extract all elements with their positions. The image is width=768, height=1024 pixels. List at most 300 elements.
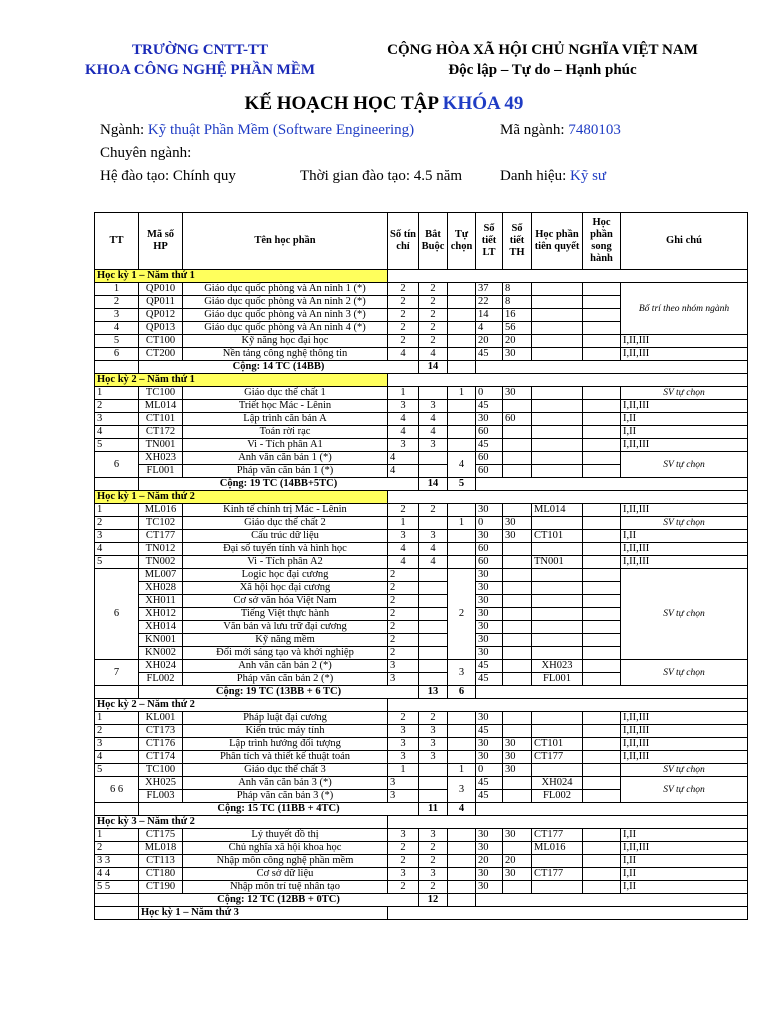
cell-code: KL001 [139,712,183,725]
cell-elective [448,868,476,881]
cell-corequisite [583,296,621,309]
cell-required [419,452,448,465]
cell-name: Cơ sở dữ liệu [183,868,388,881]
cell-code: XH024 [139,660,183,673]
cell-theory: 45 [476,660,503,673]
table-row [95,439,748,452]
cell-name: Giáo dục quốc phòng và An ninh 2 (*) [183,296,388,309]
total-elective [448,894,476,907]
cell-tt: 1 [95,712,139,725]
cell-tt: 7 [95,660,139,686]
cell-tt: 6 [95,348,139,361]
cell-practice [503,465,532,478]
cell-theory: 60 [476,543,503,556]
cell-elective [448,335,476,348]
table-header-row [95,213,748,270]
cell-name: Nhập môn trí tuệ nhân tạo [183,881,388,894]
col-header-required: Bắt Buộc [419,213,448,270]
cell-code: TC100 [139,764,183,777]
cell-theory: 0 [476,387,503,400]
cell-credits: 4 [388,452,419,465]
cell-theory: 30 [476,608,503,621]
cell-practice [503,569,532,582]
cell-theory: 45 [476,400,503,413]
cell-tt: 2 [95,842,139,855]
semester-label: Học kỳ 1 – Năm thứ 2 [95,491,388,504]
cell-note: I,II,III [621,400,748,413]
cell-corequisite [583,634,621,647]
cell-code: QP012 [139,309,183,322]
cell-elective [448,712,476,725]
major-code-value: 7480103 [568,122,621,138]
cell-practice: 16 [503,309,532,322]
cell-corequisite [583,504,621,517]
cell-practice [503,582,532,595]
table-row [95,387,748,400]
cell-corequisite [583,660,621,673]
cell-tt: 3 [95,530,139,543]
cell-corequisite [583,439,621,452]
cell-required: 3 [419,829,448,842]
national-header [370,40,715,80]
semester-header-row [95,270,748,283]
cell-required: 3 [419,738,448,751]
cell-code: CT177 [139,530,183,543]
semester-total-label: Cộng: 12 TC (12BB + 0TC) [139,894,419,907]
cell-tt: 1 [95,829,139,842]
cell-corequisite [583,452,621,465]
cell-elective [448,842,476,855]
cell-credits: 2 [388,283,419,296]
cell-code: CT175 [139,829,183,842]
cell-prerequisite [532,517,583,530]
cell-note: SV tự chọn [621,764,748,777]
cell-elective [448,738,476,751]
cell-name: Logic học đại cương [183,569,388,582]
cell-required [419,673,448,686]
cell-prerequisite [532,465,583,478]
cell-theory: 0 [476,764,503,777]
cell-name: Lý thuyết đồ thị [183,829,388,842]
cell-note: I,II,III [621,738,748,751]
cell-code: QP010 [139,283,183,296]
major-code-label: Mã ngành: [500,122,569,138]
national-title: CỘNG HÒA XÃ HỘI CHỦ NGHĨA VIỆT NAM [387,42,698,58]
cell-required [419,465,448,478]
cell-credits: 2 [388,712,419,725]
cell-code: TC100 [139,387,183,400]
cell-elective [448,322,476,335]
cell-corequisite [583,569,621,582]
cell-required: 4 [419,543,448,556]
cell-code: QP013 [139,322,183,335]
cell-code: XH012 [139,608,183,621]
cell-elective [448,543,476,556]
cell-practice [503,400,532,413]
cell-elective [448,309,476,322]
cell-elective: 1 [448,517,476,530]
table-row [95,738,748,751]
cell-prerequisite [532,621,583,634]
cell-theory: 60 [476,556,503,569]
cell-practice: 8 [503,283,532,296]
cell-code: KN001 [139,634,183,647]
cell-corequisite [583,530,621,543]
cell-elective [448,725,476,738]
cell-elective: 2 [448,569,476,660]
cell-elective [448,556,476,569]
specialization-label: Chuyên ngành: [100,145,192,161]
cell-corequisite [583,335,621,348]
cell-theory: 45 [476,673,503,686]
cell-corequisite [583,387,621,400]
cell-prerequisite [532,348,583,361]
cell-required: 3 [419,751,448,764]
cell-name: Giáo dục quốc phòng và An ninh 4 (*) [183,322,388,335]
cell-elective [448,426,476,439]
cell-code: FL003 [139,790,183,803]
total-required: 14 [419,361,448,374]
cell-credits: 4 [388,413,419,426]
cell-required: 2 [419,322,448,335]
cell-corequisite [583,543,621,556]
cell-code: TC102 [139,517,183,530]
cell-note: I,II [621,426,748,439]
cell-tt: 1 [95,504,139,517]
cell-code: CT100 [139,335,183,348]
cell-required [419,387,448,400]
note-group: SV tự chọn [621,777,748,803]
cell-prerequisite [532,608,583,621]
cell-credits: 4 [388,348,419,361]
cell-credits: 4 [388,465,419,478]
cell-name: Văn bản và lưu trữ đại cương [183,621,388,634]
cell-elective [448,400,476,413]
cell-elective [448,283,476,296]
cell-elective [448,348,476,361]
table-row [95,400,748,413]
cell-prerequisite [532,452,583,465]
cell-prerequisite [532,725,583,738]
cell-code: TN002 [139,556,183,569]
cell-credits: 2 [388,608,419,621]
cell-required: 4 [419,413,448,426]
cell-credits: 2 [388,296,419,309]
cell-code: KN002 [139,647,183,660]
cell-corequisite [583,413,621,426]
cell-prerequisite [532,413,583,426]
cell-prerequisite [532,400,583,413]
cell-corequisite [583,868,621,881]
cell-credits: 2 [388,504,419,517]
col-header-prerequisite: Học phần tiên quyết [532,213,583,270]
cell-elective [448,855,476,868]
cell-code: TN001 [139,439,183,452]
document-title [0,93,768,115]
cell-corequisite [583,517,621,530]
semester-header-row [95,491,748,504]
table-row [95,881,748,894]
cell-corequisite [583,283,621,296]
semester-total-row [95,478,748,491]
cell-code: QP011 [139,296,183,309]
cell-name: Anh văn căn bản 3 (*) [183,777,388,790]
cell-name: Giáo dục quốc phòng và An ninh 1 (*) [183,283,388,296]
semester-label: Học kỳ 1 – Năm thứ 3 [139,907,388,920]
cell-required: 2 [419,712,448,725]
cell-corequisite [583,348,621,361]
cell-note: I,II [621,881,748,894]
cell-code: CT200 [139,348,183,361]
cell-prerequisite: FL002 [532,790,583,803]
cell-credits: 3 [388,673,419,686]
cell-code: CT174 [139,751,183,764]
major-value: Kỹ thuật Phần Mềm [147,122,270,138]
cell-theory: 30 [476,738,503,751]
cell-credits: 3 [388,790,419,803]
title-main: KẾ HOẠCH HỌC TẬP [244,93,443,114]
cell-prerequisite: ML014 [532,504,583,517]
cell-name: Pháp văn căn bản 2 (*) [183,673,388,686]
cell-credits: 2 [388,647,419,660]
cell-note: I,II [621,868,748,881]
cell-name: Lập trình căn bản A [183,413,388,426]
cell-theory: 30 [476,530,503,543]
cell-practice: 30 [503,530,532,543]
semester-total-label: Cộng: 15 TC (11BB + 4TC) [139,803,419,816]
cell-theory: 30 [476,829,503,842]
major-label: Ngành: [100,122,148,138]
cell-theory: 30 [476,634,503,647]
cell-code: CT113 [139,855,183,868]
cell-credits: 3 [388,439,419,452]
table-row [95,426,748,439]
cell-corequisite [583,725,621,738]
col-header-code: Mã số HP [139,213,183,270]
cell-theory: 4 [476,322,503,335]
cell-required: 4 [419,348,448,361]
study-plan-table [94,212,748,920]
cell-tt: 4 [95,426,139,439]
cell-practice [503,608,532,621]
cell-practice: 30 [503,764,532,777]
cell-tt: 5 [95,556,139,569]
cell-code: CT180 [139,868,183,881]
cell-practice: 30 [503,868,532,881]
cell-name: Giáo dục thể chất 3 [183,764,388,777]
total-elective [448,361,476,374]
table-row [95,556,748,569]
semester-total-label: Cộng: 14 TC (14BB) [139,361,419,374]
cell-practice: 30 [503,387,532,400]
cell-note: SV tự chọn [621,517,748,530]
cell-note: I,II,III [621,556,748,569]
cell-prerequisite: CT101 [532,530,583,543]
cell-credits: 3 [388,530,419,543]
cell-theory: 45 [476,725,503,738]
cell-practice [503,790,532,803]
cell-required [419,660,448,673]
cell-name: Xã hội học đại cương [183,582,388,595]
cell-name: Triết học Mác - Lênin [183,400,388,413]
major-line [100,122,414,139]
cell-prerequisite [532,335,583,348]
cell-credits: 2 [388,881,419,894]
cell-name: Nền tảng công nghệ thông tin [183,348,388,361]
cell-tt: 6 [95,452,139,478]
cell-note: SV tự chọn [621,387,748,400]
degree-value: Kỹ sư [569,168,607,184]
cell-prerequisite: CT101 [532,738,583,751]
cell-tt: 3 [95,309,139,322]
cell-theory: 60 [476,465,503,478]
table-row [95,517,748,530]
cell-theory: 30 [476,842,503,855]
cell-name: Vi - Tích phân A2 [183,556,388,569]
cell-name: Giáo dục quốc phòng và An ninh 3 (*) [183,309,388,322]
cell-required: 4 [419,426,448,439]
cell-practice [503,595,532,608]
cell-required: 2 [419,881,448,894]
cell-code: XH014 [139,621,183,634]
cell-theory: 45 [476,439,503,452]
cell-practice [503,660,532,673]
cell-credits: 4 [388,426,419,439]
cell-theory: 60 [476,426,503,439]
cell-required: 2 [419,504,448,517]
cell-corequisite [583,738,621,751]
table-row [95,777,748,790]
cell-theory: 30 [476,751,503,764]
semester-label: Học kỳ 2 – Năm thứ 1 [95,374,388,387]
cell-required [419,608,448,621]
cell-prerequisite [532,426,583,439]
cell-note: I,II,III [621,504,748,517]
cell-code: TN012 [139,543,183,556]
cell-theory: 30 [476,621,503,634]
total-required: 11 [419,803,448,816]
cell-theory: 30 [476,712,503,725]
cell-corequisite [583,608,621,621]
table-row [95,348,748,361]
cell-code: FL002 [139,673,183,686]
cell-elective [448,829,476,842]
cell-required: 2 [419,842,448,855]
cell-tt: 2 [95,296,139,309]
cell-practice: 30 [503,738,532,751]
cell-prerequisite: CT177 [532,829,583,842]
total-elective: 5 [448,478,476,491]
cell-practice [503,842,532,855]
cell-credits: 2 [388,595,419,608]
cell-corequisite [583,322,621,335]
cell-theory: 20 [476,855,503,868]
cell-code: XH011 [139,595,183,608]
cell-code: FL001 [139,465,183,478]
cell-name: Pháp luật đại cương [183,712,388,725]
cell-theory: 30 [476,582,503,595]
cell-corequisite [583,881,621,894]
cell-corequisite [583,400,621,413]
cell-name: Chủ nghĩa xã hội khoa học [183,842,388,855]
table-row [95,725,748,738]
cell-theory: 30 [476,595,503,608]
total-elective: 4 [448,803,476,816]
cell-prerequisite [532,634,583,647]
cell-theory: 20 [476,335,503,348]
cell-credits: 2 [388,621,419,634]
semester-total-label: Cộng: 19 TC (14BB+5TC) [139,478,419,491]
col-header-practice: Số tiết TH [503,213,532,270]
cell-credits: 3 [388,829,419,842]
cell-credits: 3 [388,777,419,790]
cell-elective: 1 [448,387,476,400]
cell-code: CT101 [139,413,183,426]
cell-name: Vi - Tích phân A1 [183,439,388,452]
note-group: Bố trí theo nhóm ngành [621,283,748,335]
cell-required: 2 [419,283,448,296]
cell-code: ML018 [139,842,183,855]
cell-note: I,II,III [621,712,748,725]
table-row [95,868,748,881]
cell-required: 2 [419,296,448,309]
cell-credits: 2 [388,634,419,647]
cell-tt: 4 4 [95,868,139,881]
semester-header-row [95,374,748,387]
cell-practice: 30 [503,348,532,361]
cell-practice [503,647,532,660]
degree-label: Danh hiệu: [500,168,570,184]
cell-tt: 3 [95,738,139,751]
cell-required: 3 [419,868,448,881]
cell-theory: 37 [476,283,503,296]
cell-corequisite [583,764,621,777]
cell-tt: 5 5 [95,881,139,894]
cell-practice: 30 [503,517,532,530]
cell-elective: 3 [448,777,476,803]
cell-note: I,II,III [621,439,748,452]
cell-practice: 56 [503,322,532,335]
cell-corequisite [583,777,621,790]
col-header-note: Ghi chú [621,213,748,270]
table-row [95,452,748,465]
semester-total-row [95,894,748,907]
cell-required: 2 [419,309,448,322]
cell-required: 3 [419,725,448,738]
cell-prerequisite [532,309,583,322]
cell-name: Kỹ năng mềm [183,634,388,647]
col-header-corequisite: Học phần song hành [583,213,621,270]
cell-elective [448,881,476,894]
training-duration: Thời gian đào tạo: 4.5 năm [300,168,463,184]
note-group: SV tự chọn [621,660,748,686]
table-row [95,712,748,725]
cell-tt: 5 [95,335,139,348]
cell-code: ML007 [139,569,183,582]
cell-credits: 1 [388,764,419,777]
total-required: 13 [419,686,448,699]
cell-elective [448,439,476,452]
cell-prerequisite: XH024 [532,777,583,790]
semester-total-row [95,361,748,374]
cell-practice [503,439,532,452]
cell-practice [503,556,532,569]
cell-corequisite [583,582,621,595]
cell-name: Tiếng Việt thực hành [183,608,388,621]
cell-practice: 30 [503,751,532,764]
cell-credits: 2 [388,335,419,348]
cell-tt: 1 [95,283,139,296]
